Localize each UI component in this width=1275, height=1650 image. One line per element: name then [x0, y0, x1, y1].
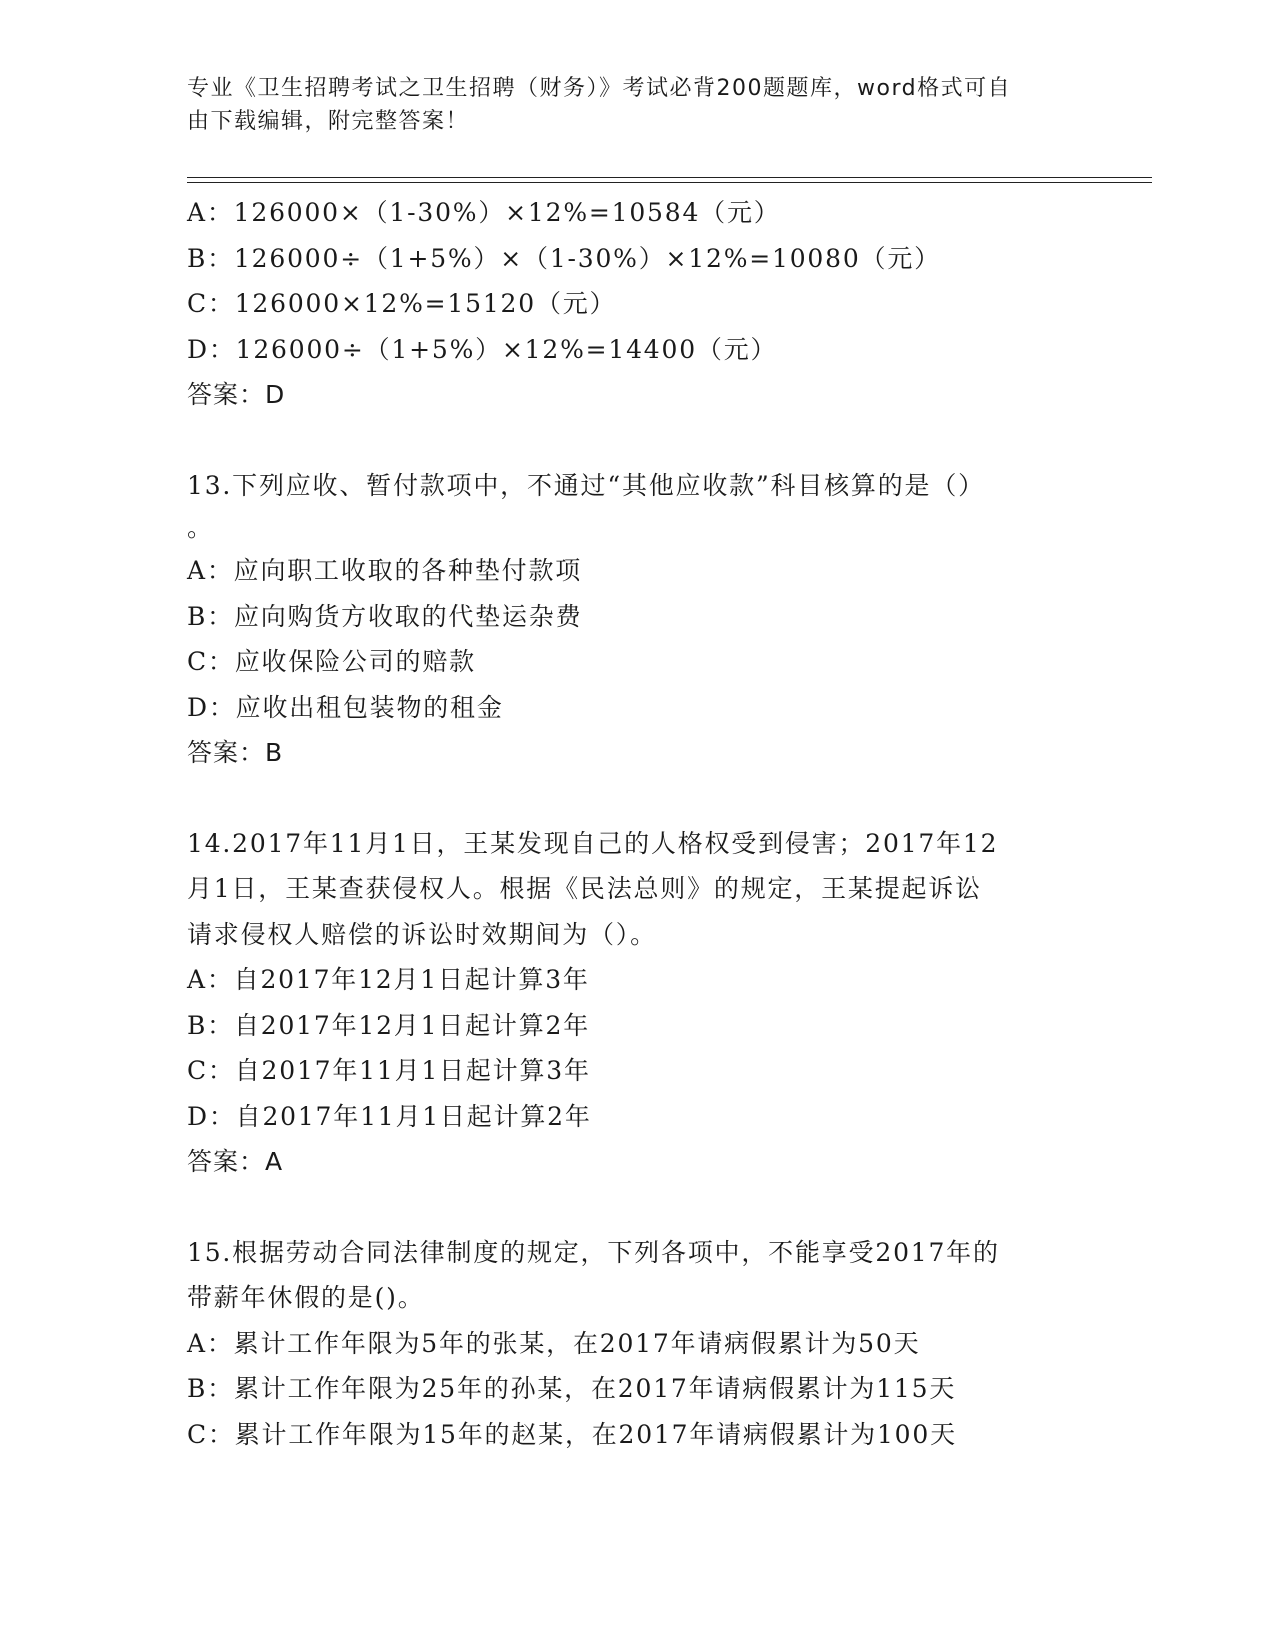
- option-d: D：126000÷（1+5%）×12%=14400（元）: [187, 334, 778, 364]
- option-a: A：应向职工收取的各种垫付款项: [187, 556, 583, 585]
- question-12: [187, 190, 1087, 418]
- option-c: C：126000×12%=15120（元）: [187, 289, 617, 318]
- option-a: A：累计工作年限为5年的张某，在2017年请病假累计为50天: [187, 1328, 921, 1358]
- option-c: C：应收保险公司的赔款: [187, 647, 476, 676]
- option-d: D：应收出租包装物的租金: [187, 692, 504, 722]
- header-divider-bottom: [187, 182, 1152, 183]
- option-a: A：自2017年12月1日起计算3年: [187, 965, 590, 994]
- question-15: [187, 1230, 1087, 1458]
- header-divider-top: [187, 177, 1152, 178]
- question-stem-line: 。: [187, 513, 214, 542]
- question-stem-line: 13.下列应收、暂付款项中，不通过“其他应收款”科目核算的是（）: [187, 470, 985, 500]
- answer-line: 答案：A: [187, 1147, 284, 1176]
- question-14: [187, 821, 1087, 1185]
- header-line-2: 由下载编辑，附完整答案！: [187, 109, 470, 134]
- document-body: [187, 190, 1087, 1457]
- option-b: B：应向购货方收取的代垫运杂费: [187, 601, 583, 631]
- option-b: B：自2017年12月1日起计算2年: [187, 1010, 591, 1040]
- question-13: [187, 463, 1087, 776]
- option-c: C：累计工作年限为15年的赵某，在2017年请病假累计为100天: [187, 1419, 957, 1449]
- question-stem-line: 月1日，王某查获侵权人。根据《民法总则》的规定，王某提起诉讼: [187, 874, 982, 903]
- answer-line: 答案：D: [187, 380, 286, 409]
- question-stem-line: 请求侵权人赔偿的诉讼时效期间为（）。: [187, 919, 657, 949]
- option-a: A：126000×（1-30%）×12%=10584（元）: [187, 198, 781, 227]
- option-b: B：126000÷（1+5%）×（1-30%）×12%=10080（元）: [187, 243, 941, 273]
- header-line-1: 专业《卫生招聘考试之卫生招聘（财务）》考试必背200题题库，word格式可自: [187, 76, 1012, 101]
- document-header: [187, 72, 1067, 138]
- question-stem-line: 带薪年休假的是()。: [187, 1283, 425, 1312]
- option-b: B：累计工作年限为25年的孙某，在2017年请病假累计为115天: [187, 1374, 957, 1403]
- question-stem-line: 14.2017年11月1日，王某发现自己的人格权受到侵害；2017年12: [187, 828, 999, 858]
- option-c: C：自2017年11月1日起计算3年: [187, 1056, 591, 1085]
- answer-line: 答案：B: [187, 738, 284, 767]
- question-stem-line: 15.根据劳动合同法律制度的规定，下列各项中，不能享受2017年的: [187, 1237, 1000, 1267]
- option-d: D：自2017年11月1日起计算2年: [187, 1101, 592, 1131]
